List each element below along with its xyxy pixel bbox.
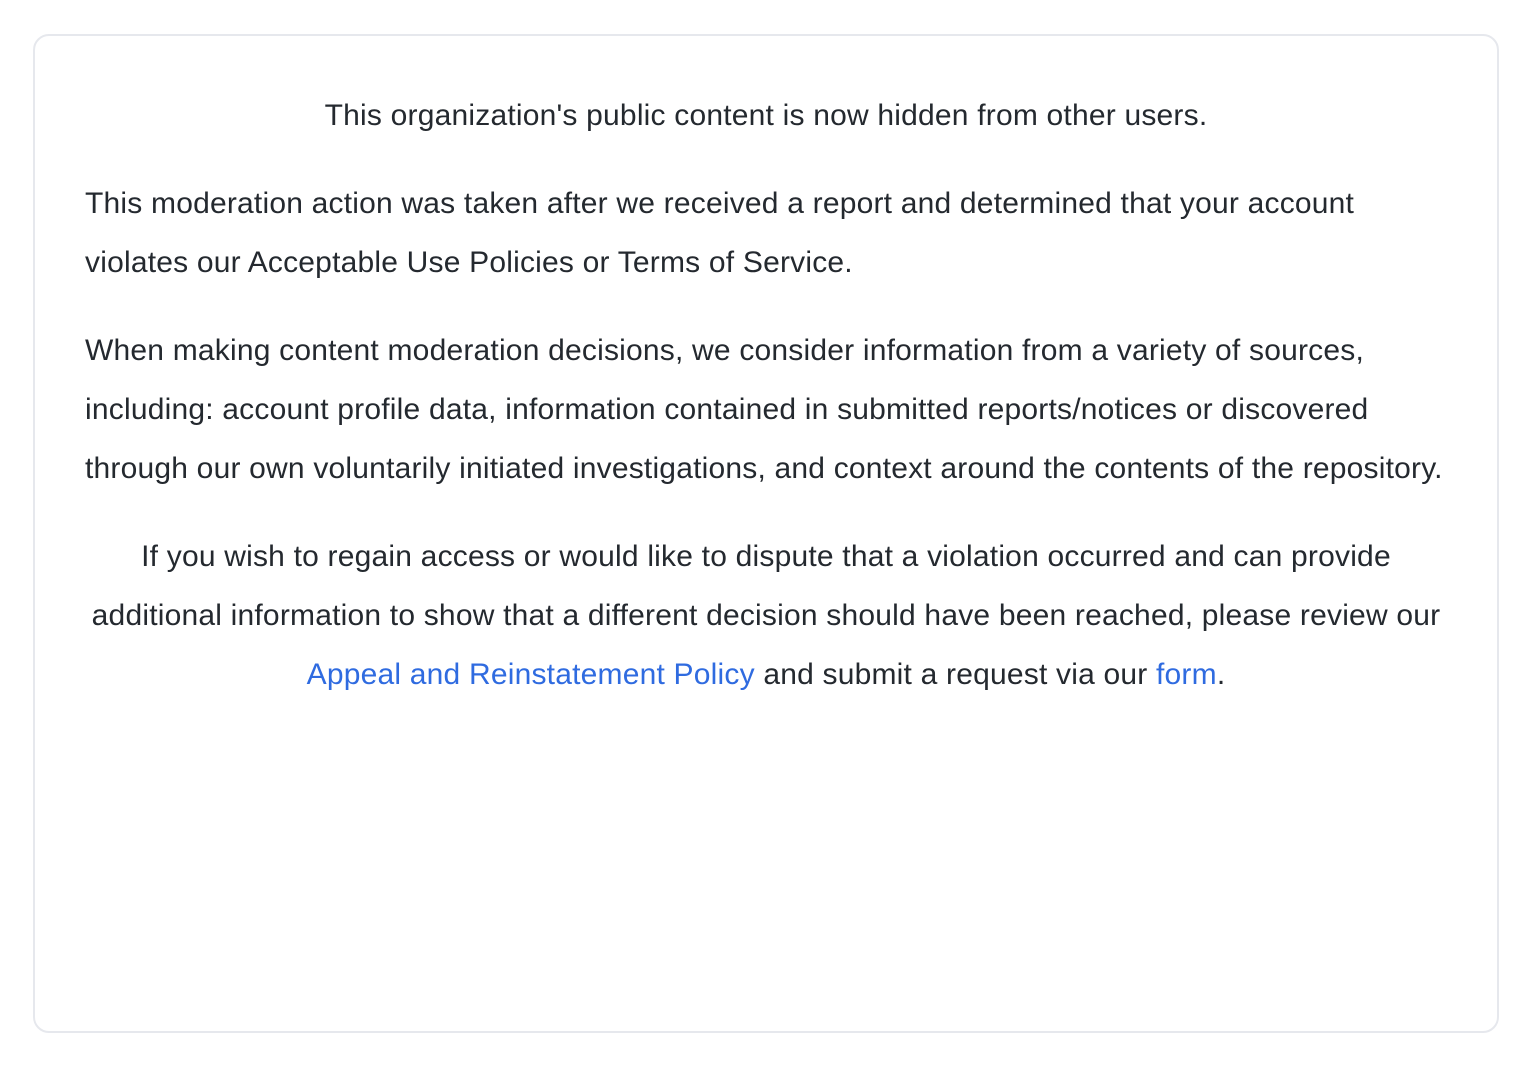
appeal-policy-link[interactable]: Appeal and Reinstatement Policy: [306, 658, 755, 691]
form-link[interactable]: form: [1156, 658, 1217, 691]
appeal-text-between-links: and submit a request via our: [754, 658, 1156, 691]
appeal-instructions-text: [85, 527, 1447, 704]
moderation-action-text: This moderation action was taken after we received a report and determined that your account violates our Acceptable Use Policies or Terms of Service.: [85, 187, 1355, 279]
appeal-text-after-form-link: .: [1216, 658, 1226, 691]
moderation-notice-card: [33, 34, 1499, 1033]
hidden-notice-text: This organization's public content is now hidden from other users.: [324, 99, 1208, 132]
decision-sources-text: When making content moderation decisions, we consider information from a variety of sources, including: account profile data, information contained in submitted reports/notices or discovered through our own voluntarily initiated investigations, and context around the contents of the repository.: [85, 334, 1443, 485]
appeal-text-before-policy-link: If you wish to regain access or would like to dispute that a violation occurred and can provide additional information to show that a different decision should have been reached, please review our: [91, 540, 1441, 632]
